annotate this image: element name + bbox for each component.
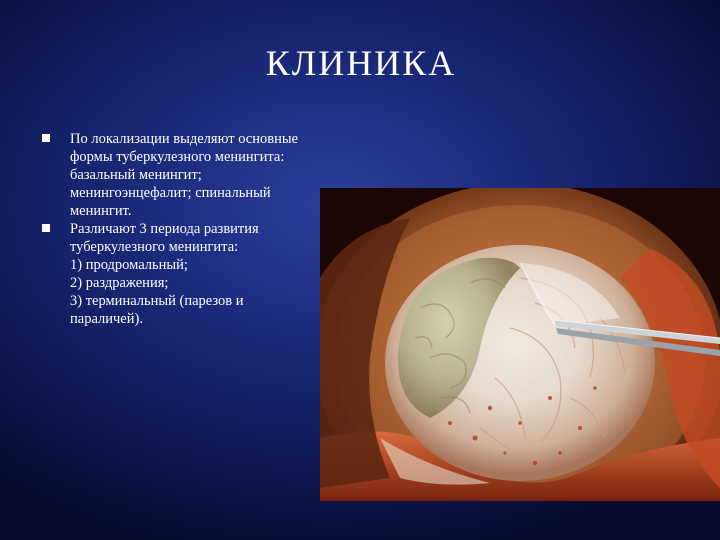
slide-title [0,42,720,84]
bullet-line: менингоэнцефалит; спинальный [70,185,271,201]
bullet-line: 2) раздражения; [70,275,169,291]
bullet-line: Различают 3 периода развития [70,221,259,237]
bullet-line: менингит. [70,203,132,219]
square-bullet-icon [42,134,50,142]
brain-with-meninges-photo [320,188,720,501]
bullet-line: 1) продромальный; [70,257,188,273]
bullet-item-1 [42,130,342,220]
bullet-line: туберкулезного менингита: [70,239,239,255]
bullet-line: параличей). [70,311,143,327]
bullet-line: 3) терминальный (парезов и [70,293,244,309]
bullet-list [42,130,342,328]
bullet-item-2 [42,220,342,328]
brain-photo-illustration [320,188,720,501]
bullet-line: базальный менингит; [70,167,202,183]
bullet-line: формы туберкулезного менингита: [70,149,285,165]
square-bullet-icon [42,224,50,232]
bullet-line: По локализации выделяют основные [70,131,299,147]
slide-title-text: КЛИНИКА [265,43,457,83]
